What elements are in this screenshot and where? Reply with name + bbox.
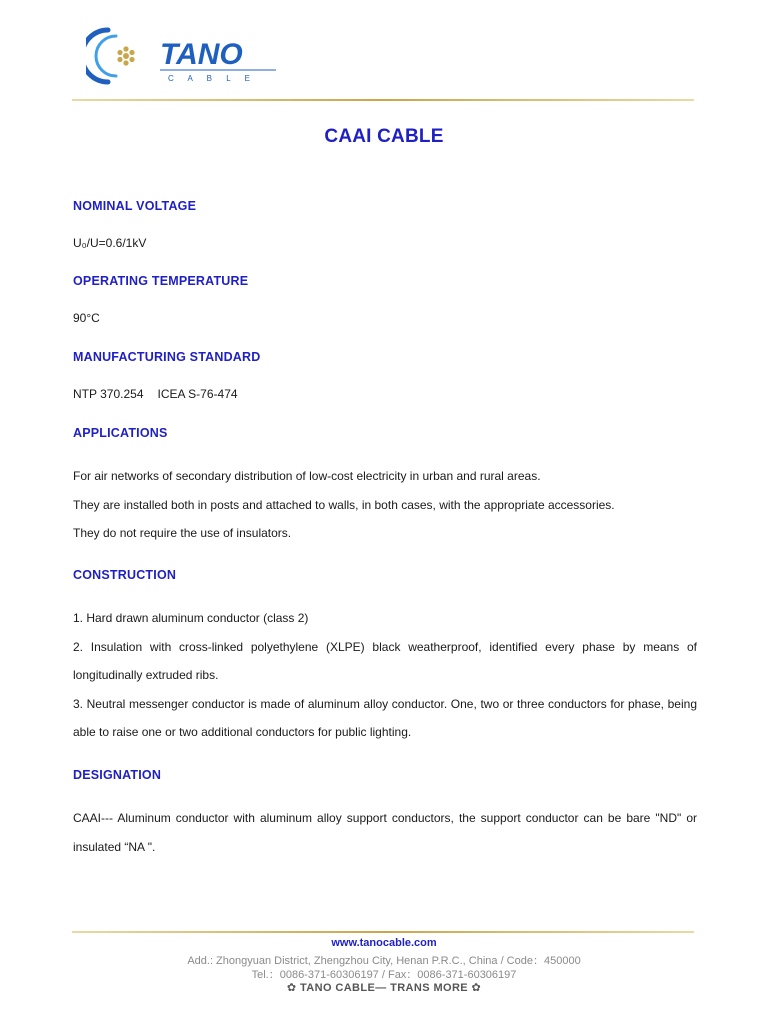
construction-item: 3. Neutral messenger conductor is made of aluminum alloy conductor. One, two or three conductors for phase, being able to raise one or two additional conductors for public lighting.: [73, 696, 697, 739]
document-title: CAAI CABLE: [324, 126, 444, 147]
footer-address: Add.: Zhongyuan District, Zhengzhou City, Henan P.R.C., China / Code：450000: [187, 955, 581, 967]
operating-temperature-value: [73, 304, 697, 333]
heading-applications: APPLICATIONS: [73, 426, 168, 440]
footer-phone-fax: Tel.：0086-371-60306197 / Fax：0086-371-60306197: [251, 969, 517, 981]
footer-slogan: ✿ TANO CABLE— TRANS MORE ✿: [286, 982, 482, 994]
footer-divider: [72, 931, 694, 933]
heading-operating-temperature: OPERATING TEMPERATURE: [73, 274, 249, 288]
heading-construction: CONSTRUCTION: [73, 568, 177, 582]
header-divider: [72, 99, 694, 101]
standard-icea: ICEA S-76-474: [157, 387, 238, 401]
applications-line: They do not require the use of insulators.: [73, 526, 292, 540]
company-logo: [86, 24, 282, 86]
heading-nominal-voltage: NOMINAL VOLTAGE: [73, 199, 197, 213]
logo-subtitle-text: C A B L E: [168, 74, 256, 83]
nominal-voltage-value: [73, 229, 697, 258]
operating-temperature-text: 90°C: [73, 311, 100, 325]
applications-line: For air networks of secondary distribution of low-cost electricity in urban and rural areas.: [73, 469, 541, 483]
logo-brand-text: TANO: [160, 38, 243, 71]
construction-list: [73, 604, 697, 747]
construction-item: 2. Insulation with cross-linked polyethylene (XLPE) black weatherproof, identified every phase by means of longitudinally extruded ribs.: [73, 639, 697, 682]
construction-item: 1. Hard drawn aluminum conductor (class 2): [73, 611, 309, 625]
heading-designation: DESIGNATION: [73, 768, 162, 782]
applications-text: [73, 462, 697, 548]
standard-ntp: NTP 370.254: [73, 387, 144, 401]
designation-text: CAAI--- Aluminum conductor with aluminum alloy support conductors, the support conductor can be bare "ND" or insulated “NA ".: [73, 811, 697, 854]
designation-text-block: [73, 804, 697, 861]
manufacturing-standard-values: [73, 380, 697, 409]
heading-manufacturing-standard: MANUFACTURING STANDARD: [73, 350, 261, 364]
nominal-voltage-text: U₀/U=0.6/1kV: [73, 236, 147, 250]
applications-line: They are installed both in posts and attached to walls, in both cases, with the appropriate accessories.: [73, 497, 615, 512]
footer-website-link[interactable]: www.tanocable.com: [331, 937, 437, 949]
